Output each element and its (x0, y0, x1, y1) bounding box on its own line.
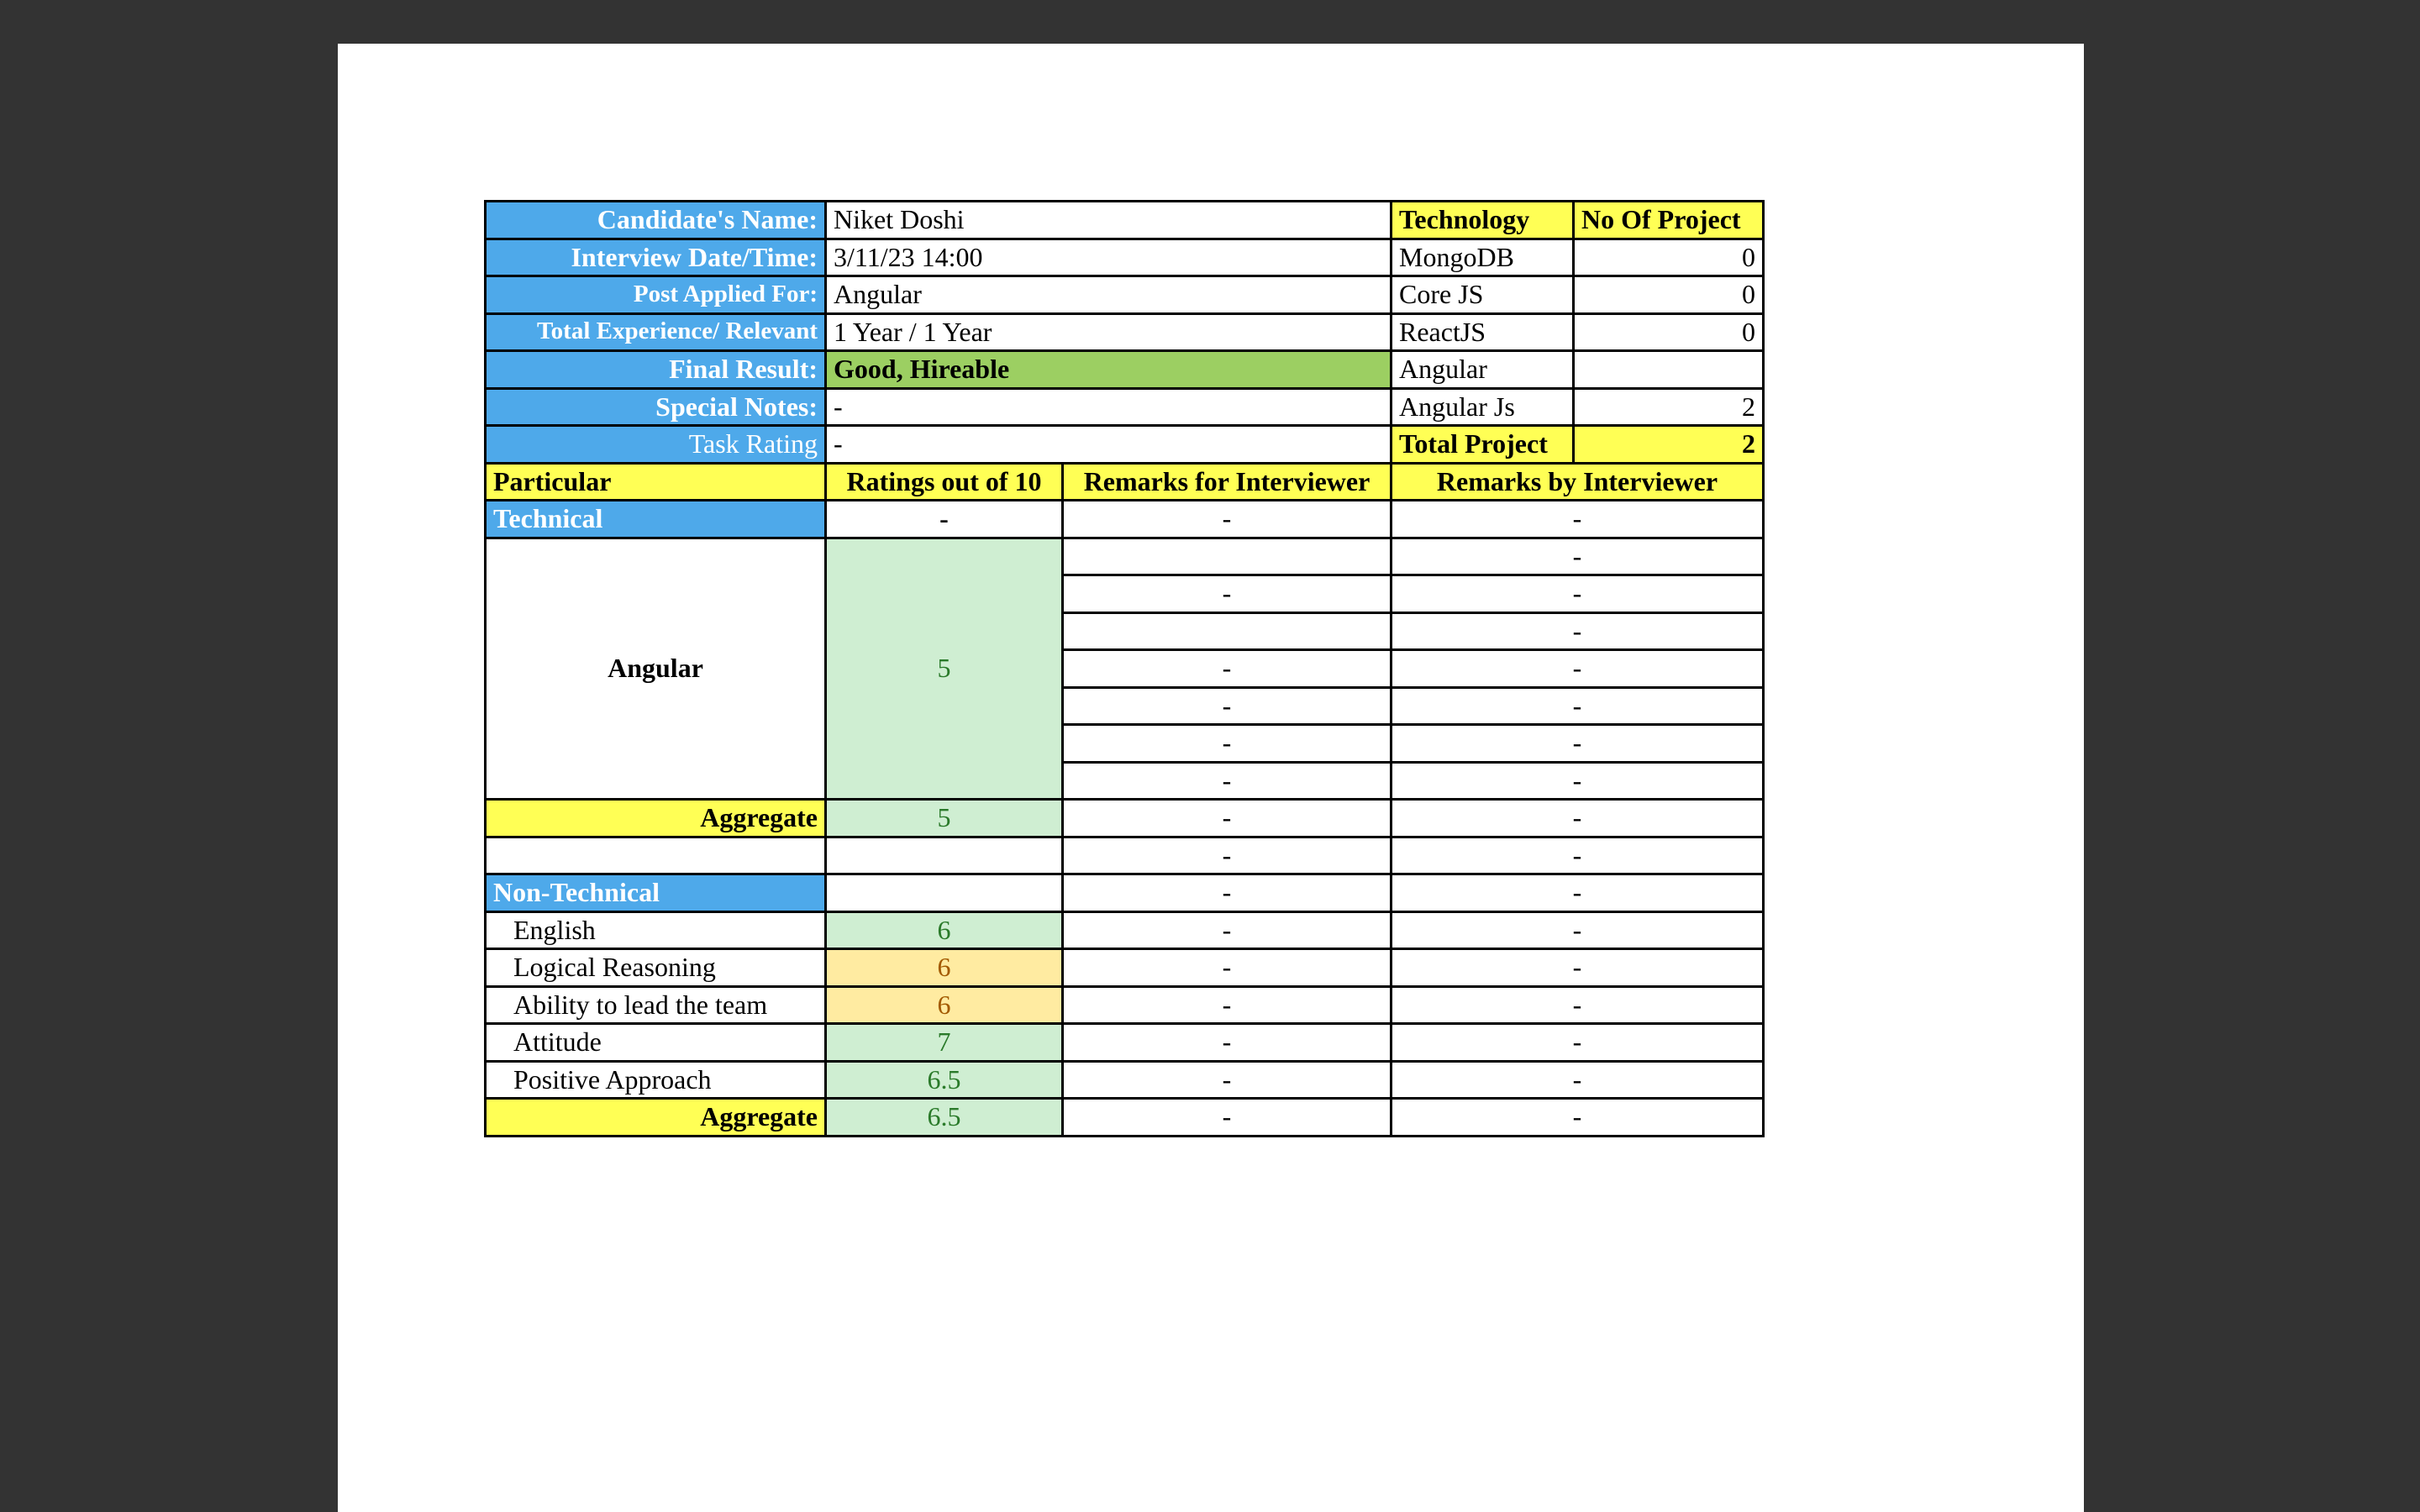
experience-label: Total Experience/ Relevant (486, 313, 826, 351)
technical-section-label: Technical (486, 501, 826, 538)
row-interview-datetime (486, 239, 1764, 276)
item-name-attitude: Attitude (486, 1024, 826, 1062)
non-technical-rating[interactable] (826, 874, 1063, 912)
remark-for-cell[interactable]: - (1063, 986, 1392, 1024)
remark-for-cell[interactable]: - (1063, 687, 1392, 725)
non-technical-item-row (486, 949, 1764, 987)
row-task-rating (486, 426, 1764, 464)
remark-for-cell[interactable]: - (1063, 1061, 1392, 1099)
row-special-notes (486, 388, 1764, 426)
remark-by-cell[interactable]: - (1392, 501, 1764, 538)
remark-for-cell[interactable] (1063, 538, 1392, 575)
remark-for-cell[interactable]: - (1063, 501, 1392, 538)
remark-for-cell[interactable]: - (1063, 1099, 1392, 1137)
total-project-label: Total Project (1392, 426, 1574, 464)
tech-count[interactable]: 2 (1574, 388, 1764, 426)
final-result-value[interactable]: Good, Hireable (826, 351, 1392, 389)
tech-name[interactable]: Angular (1392, 351, 1574, 389)
tech-name[interactable]: MongoDB (1392, 239, 1574, 276)
remark-by-cell[interactable]: - (1392, 1099, 1764, 1137)
remark-for-cell[interactable]: - (1063, 874, 1392, 912)
non-technical-aggregate-value[interactable]: 6.5 (826, 1099, 1063, 1137)
row-final-result (486, 351, 1764, 389)
skill-rating-angular[interactable]: 5 (826, 538, 1063, 800)
technical-section-row (486, 501, 1764, 538)
column-header-remarks-by: Remarks by Interviewer (1392, 463, 1764, 501)
angular-skill-row (486, 538, 1764, 575)
non-technical-section-label: Non-Technical (486, 874, 826, 912)
non-technical-item-row (486, 911, 1764, 949)
experience-value[interactable]: 1 Year / 1 Year (826, 313, 1392, 351)
item-rating-logical-reasoning[interactable]: 6 (826, 949, 1063, 987)
remark-by-cell[interactable]: - (1392, 725, 1764, 763)
remark-by-cell[interactable]: - (1392, 874, 1764, 912)
remark-by-cell[interactable]: - (1392, 1024, 1764, 1062)
special-notes-label: Special Notes: (486, 388, 826, 426)
remark-for-cell[interactable]: - (1063, 650, 1392, 688)
technical-aggregate-value[interactable]: 5 (826, 800, 1063, 837)
non-technical-aggregate-row (486, 1099, 1764, 1137)
non-technical-item-row (486, 986, 1764, 1024)
blank-rating-cell[interactable] (826, 837, 1063, 874)
non-technical-item-row (486, 1024, 1764, 1062)
post-label: Post Applied For: (486, 276, 826, 314)
remark-for-cell[interactable] (1063, 612, 1392, 650)
remark-by-cell[interactable]: - (1392, 575, 1764, 613)
technical-aggregate-row (486, 800, 1764, 837)
remark-by-cell[interactable]: - (1392, 612, 1764, 650)
column-header-remarks-for: Remarks for Interviewer (1063, 463, 1392, 501)
interview-datetime-value[interactable]: 3/11/23 14:00 (826, 239, 1392, 276)
document-page (338, 44, 2084, 1512)
remark-for-cell[interactable]: - (1063, 800, 1392, 837)
post-value[interactable]: Angular (826, 276, 1392, 314)
tech-count[interactable]: 0 (1574, 239, 1764, 276)
remark-by-cell[interactable]: - (1392, 837, 1764, 874)
remark-for-cell[interactable]: - (1063, 949, 1392, 987)
remark-by-cell[interactable]: - (1392, 650, 1764, 688)
special-notes-value[interactable]: - (826, 388, 1392, 426)
column-header-row (486, 463, 1764, 501)
tech-count[interactable]: 0 (1574, 276, 1764, 314)
tech-count[interactable] (1574, 351, 1764, 389)
remark-for-cell[interactable]: - (1063, 1024, 1392, 1062)
item-rating-attitude[interactable]: 7 (826, 1024, 1063, 1062)
item-name-logical-reasoning: Logical Reasoning (486, 949, 826, 987)
blank-particular-cell[interactable] (486, 837, 826, 874)
non-technical-aggregate-label: Aggregate (486, 1099, 826, 1137)
remark-for-cell[interactable]: - (1063, 725, 1392, 763)
remark-for-cell[interactable]: - (1063, 837, 1392, 874)
non-technical-item-row (486, 1061, 1764, 1099)
remark-for-cell[interactable]: - (1063, 575, 1392, 613)
item-rating-leadership[interactable]: 6 (826, 986, 1063, 1024)
item-rating-positive-approach[interactable]: 6.5 (826, 1061, 1063, 1099)
blank-row (486, 837, 1764, 874)
row-candidate-name (486, 202, 1764, 239)
tech-count[interactable]: 0 (1574, 313, 1764, 351)
item-name-leadership: Ability to lead the team (486, 986, 826, 1024)
technical-aggregate-label: Aggregate (486, 800, 826, 837)
task-rating-label: Task Rating (486, 426, 826, 464)
column-header-ratings: Ratings out of 10 (826, 463, 1063, 501)
item-rating-english[interactable]: 6 (826, 911, 1063, 949)
tech-name[interactable]: Core JS (1392, 276, 1574, 314)
remark-by-cell[interactable]: - (1392, 687, 1764, 725)
technical-rating[interactable]: - (826, 501, 1063, 538)
remark-by-cell[interactable]: - (1392, 538, 1764, 575)
item-name-english: English (486, 911, 826, 949)
tech-name[interactable]: Angular Js (1392, 388, 1574, 426)
project-count-header: No Of Project (1574, 202, 1764, 239)
interview-datetime-label: Interview Date/Time: (486, 239, 826, 276)
skill-name-angular: Angular (486, 538, 826, 800)
candidate-name-value[interactable]: Niket Doshi (826, 202, 1392, 239)
row-post-applied (486, 276, 1764, 314)
non-technical-section-row (486, 874, 1764, 912)
interview-evaluation-sheet (484, 200, 1765, 1137)
candidate-name-label: Candidate's Name: (486, 202, 826, 239)
remark-by-cell[interactable]: - (1392, 1061, 1764, 1099)
remark-by-cell[interactable]: - (1392, 800, 1764, 837)
remark-by-cell[interactable]: - (1392, 986, 1764, 1024)
remark-by-cell[interactable]: - (1392, 911, 1764, 949)
remark-for-cell[interactable]: - (1063, 762, 1392, 800)
column-header-particular: Particular (486, 463, 826, 501)
total-project-value: 2 (1574, 426, 1764, 464)
remark-by-cell[interactable]: - (1392, 949, 1764, 987)
tech-name[interactable]: ReactJS (1392, 313, 1574, 351)
technology-header: Technology (1392, 202, 1574, 239)
item-name-positive-approach: Positive Approach (486, 1061, 826, 1099)
row-experience (486, 313, 1764, 351)
remark-by-cell[interactable]: - (1392, 762, 1764, 800)
final-result-label: Final Result: (486, 351, 826, 389)
task-rating-value[interactable]: - (826, 426, 1392, 464)
remark-for-cell[interactable]: - (1063, 911, 1392, 949)
